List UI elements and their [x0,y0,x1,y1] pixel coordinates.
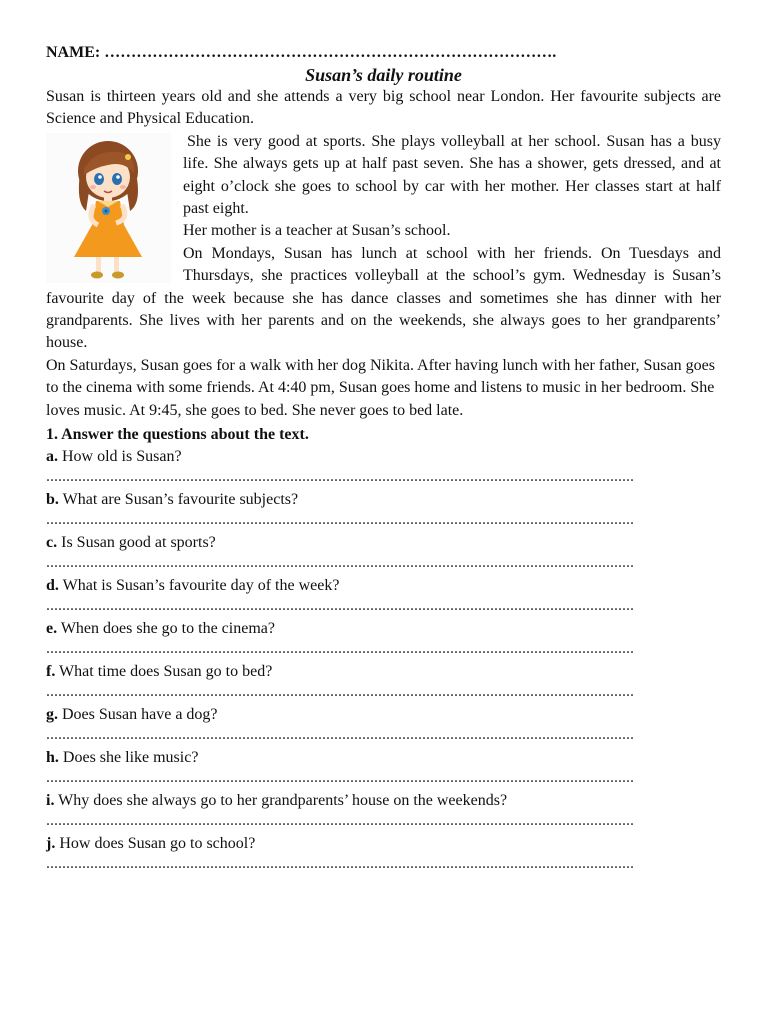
question-text: What is Susan’s favourite day of the week? [58,577,340,595]
girl-illustration [46,133,171,283]
question-f [46,662,721,704]
question-letter: i. [46,792,55,810]
mother-paragraph: Her mother is a teacher at Susan’s school. [183,222,451,240]
answer-line[interactable]: ................................................................................................................................................... [46,683,634,701]
question-letter: d. [46,577,59,595]
answer-line[interactable]: ................................................................................................................................................... [46,855,634,873]
question-letter: b. [46,491,59,509]
question-a [46,447,721,489]
answer-line[interactable]: ................................................................................................................................................... [46,640,634,658]
name-field: NAME: …………………………………………………………………………. [46,44,557,61]
question-d [46,576,721,618]
question-letter: a. [46,448,58,466]
question-e [46,619,721,661]
question-letter: h. [46,749,59,767]
page-title: Susan’s daily routine [305,65,462,85]
answer-line[interactable]: ................................................................................................................................................... [46,511,634,529]
question-c [46,533,721,575]
intro-paragraph: Susan is thirteen years old and she attends a very big school near London. Her favourite subjects are Science and Physical Education. [46,88,721,128]
worksheet [46,42,721,876]
answer-line[interactable]: ................................................................................................................................................... [46,726,634,744]
question-letter: c. [46,534,58,552]
question-b [46,490,721,532]
answer-line[interactable]: ................................................................................................................................................... [46,468,634,486]
question-text: How old is Susan? [58,448,182,466]
question-text: Why does she always go to her grandparents’ house on the weekends? [54,792,508,810]
question-i [46,791,721,833]
question-text: Does Susan have a dog? [58,706,218,724]
question-letter: j. [46,835,56,853]
question-j [46,834,721,876]
question-letter: g. [46,706,58,724]
weekly-paragraph: On Mondays, Susan has lunch at school with her friends. On Tuesdays and Thursdays, she practices volleyball at the school’s gym. Wednesday is Susan’s favourite day of the week because she has dance classes and sometimes she has dinner with her grandparents. She lives with her parents and on the weekends, she always goes to her grandparents’ house. [46,244,721,352]
answer-line[interactable]: ................................................................................................................................................... [46,597,634,615]
question-h [46,748,721,790]
weekend-paragraph: On Saturdays, Susan goes for a walk with her dog Nikita. After having lunch with her father, Susan goes to the cinema with some friends. At 4:40 pm, Susan goes home and listens to music in her bedroom. She loves music. At 9:45, she goes to bed. She never goes to bed late. [46,356,715,419]
sports-paragraph: She is very good at sports. She plays volleyball at her school. Susan has a busy life. She always gets up at half past seven. She has a shower, gets dressed, and at eight o’clock she goes to school by car with her mother. Her classes start at half past eight. [183,132,721,218]
question-text: When does she go to the cinema? [57,620,275,638]
question-text: What time does Susan go to bed? [55,663,273,681]
question-text: How does Susan go to school? [55,835,256,853]
answer-line[interactable]: ................................................................................................................................................... [46,554,634,572]
answer-line[interactable]: ................................................................................................................................................... [46,812,634,830]
exercise-heading: 1. Answer the questions about the text. [46,426,309,444]
question-text: Does she like music? [58,749,199,767]
answer-line[interactable]: ................................................................................................................................................... [46,769,634,787]
question-text: Is Susan good at sports? [57,534,216,552]
question-text: What are Susan’s favourite subjects? [58,491,299,509]
girl-cartoon-icon [46,133,171,283]
question-letter: e. [46,620,58,638]
question-g [46,705,721,747]
question-letter: f. [46,663,56,681]
